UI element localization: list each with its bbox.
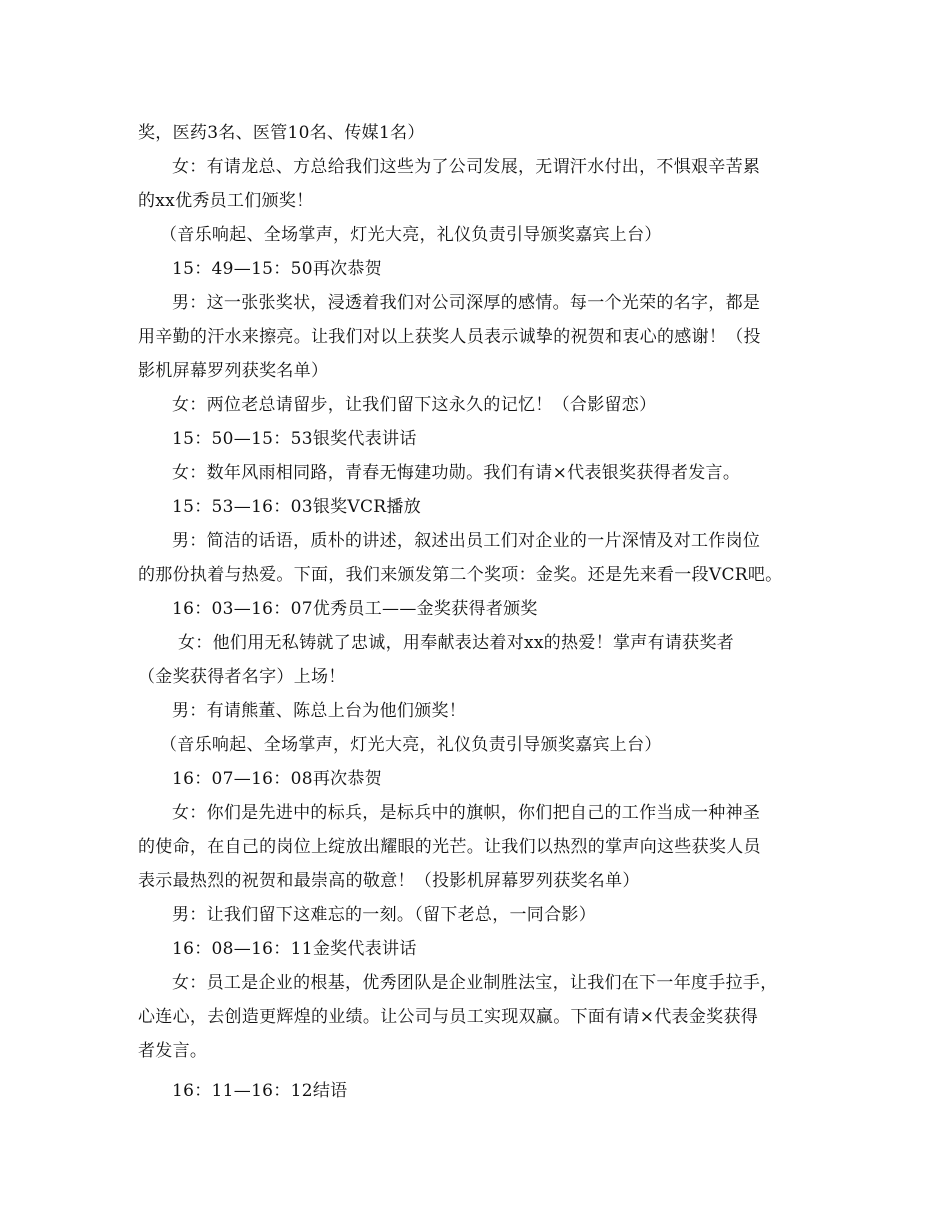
text-line: 男：有请熊董、陈总上台为他们颁奖！	[172, 701, 467, 721]
text-line: 的那份执着与热爱。下面，我们来颁发第二个奖项：金奖。还是先来看一段VCR吧。	[138, 565, 783, 585]
text-line: 影机屏幕罗列获奖名单）	[138, 361, 329, 381]
text-line: 用辛勤的汗水来擦亮。让我们对以上获奖人员表示诚挚的祝贺和衷心的感谢！（投	[138, 327, 761, 347]
text-line: 的使命，在自己的岗位上绽放出耀眼的光芒。让我们以热烈的掌声向这些获奖人员	[138, 837, 761, 857]
text-line: 女：员工是企业的根基，优秀团队是企业制胜法宝，让我们在下一年度手拉手，	[172, 973, 778, 993]
text-line: 女：有请龙总、方总给我们这些为了公司发展，无谓汗水付出，不惧艰辛苦累	[172, 157, 761, 177]
section-heading: 15：49—15：50再次恭贺	[172, 259, 383, 279]
text-line: 女：两位老总请留步，让我们留下这永久的记忆！（合影留恋）	[172, 395, 657, 415]
text-line: 表示最热烈的祝贺和最崇高的敬意！（投影机屏幕罗列获奖名单）	[138, 871, 640, 891]
section-heading: 16：11—16：12结语	[172, 1081, 348, 1101]
text-line: 的xx优秀员工们颁奖！	[138, 191, 314, 211]
section-heading: 16：08—16：11金奖代表讲话	[172, 939, 417, 959]
document-body	[138, 116, 828, 1108]
text-line: （金奖获得者名字）上场！	[138, 667, 346, 687]
text-line: 男：简洁的话语，质朴的讲述，叙述出员工们对企业的一片深情及对工作岗位	[172, 531, 761, 551]
text-line: 女：你们是先进中的标兵，是标兵中的旗帜，你们把自己的工作当成一种神圣	[172, 803, 761, 823]
text-line: 男：让我们留下这难忘的一刻。（留下老总，一同合影）	[172, 905, 596, 925]
section-heading: 15：53—16：03银奖VCR播放	[172, 497, 422, 517]
text-line: 奖，医药3名、医管10名、传媒1名）	[138, 123, 425, 143]
section-heading: 16：07—16：08再次恭贺	[172, 769, 383, 789]
text-line: 女：数年风雨相同路，青春无悔建功勋。我们有请×代表银奖获得者发言。	[172, 463, 741, 483]
text-line: 女：他们用无私铸就了忠诚，用奉献表达着对xx的热爱！掌声有请获奖者	[178, 633, 735, 653]
section-heading: 16：03—16：07优秀员工——金奖获得者颁奖	[172, 599, 538, 619]
text-line: 者发言。	[138, 1041, 208, 1061]
text-line: 心连心，去创造更辉煌的业绩。让公司与员工实现双赢。下面有请×代表金奖获得	[138, 1007, 759, 1027]
section-heading: 15：50—15：53银奖代表讲话	[172, 429, 417, 449]
text-line: （音乐响起、全场掌声，灯光大亮，礼仪负责引导颁奖嘉宾上台）	[160, 225, 662, 245]
text-line: 男：这一张张奖状，浸透着我们对公司深厚的感情。每一个光荣的名字，都是	[172, 293, 761, 313]
text-line: （音乐响起、全场掌声，灯光大亮，礼仪负责引导颁奖嘉宾上台）	[160, 735, 662, 755]
